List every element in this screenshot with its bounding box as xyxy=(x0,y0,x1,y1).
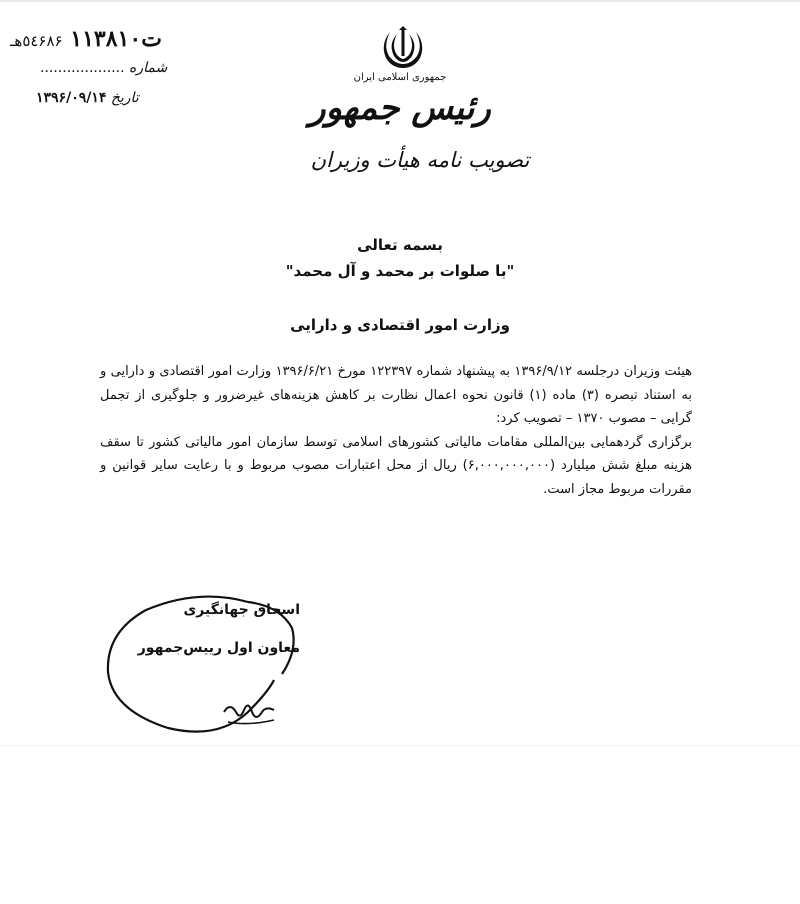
decree-subtitle: تصویب نامه هیأت وزیران xyxy=(310,148,530,172)
reference-number-value: ت١١٣٨١٠ xyxy=(70,26,162,52)
signer-name: اسحاق جهانگیری xyxy=(183,602,300,618)
iran-emblem-icon xyxy=(378,26,428,72)
number-dots: ................... xyxy=(40,60,125,76)
body-paragraph-2: برگزاری گردهمایی بین‌المللی مقامات مالیاتی کشورهای اسلامی توسط سازمان امور مالیاتی کشور تا سقف هزینه مبلغ شش میلیارد (۶,۰۰۰,۰۰۰,۰۰۰) ریال از محل اعتبارات مصوب مربوط و با رعایت سایر قوانین و مقررات مربوط مجاز است. xyxy=(100,434,692,497)
basmala: بسمه تعالی xyxy=(357,236,443,254)
paper-edge xyxy=(0,0,800,2)
decree-body xyxy=(100,360,692,501)
date-field xyxy=(36,90,236,106)
date-value: ۱۳۹۶/۰۹/۱۴ xyxy=(36,90,107,106)
republic-name: جمهوری اسلامی ایران xyxy=(353,72,447,83)
number-label: شماره xyxy=(129,60,168,76)
date-label: تاریخ xyxy=(110,90,139,106)
recipient: وزارت امور اقتصادی و دارایی xyxy=(290,316,510,334)
signer-title: معاون اول رییس‌جمهور xyxy=(137,640,300,656)
office-title: رئیس جمهور xyxy=(309,88,491,128)
blank-lower-area xyxy=(0,740,800,904)
reference-number xyxy=(10,26,210,52)
scan-artifact-line xyxy=(0,745,800,746)
reference-code: ٥٤۶٨۶هـ xyxy=(10,32,63,50)
signature-scribble-icon xyxy=(220,692,280,732)
salawat: "با صلوات بر محمد و آل محمد" xyxy=(285,262,515,280)
body-paragraph-1: هیئت وزیران درجلسه ۱۳۹۶/۹/۱۲ به پیشنهاد شماره ۱۲۲۳۹۷ مورخ ۱۳۹۶/۶/۲۱ وزارت امور اقتصادی و دارایی و به استناد تبصره (۳) ماده (۱) قانون نحوه اعمال نظارت بر کاهش هزینه‌های غیرضرور و جلوگیری از تجمل گرایی – مصوب ۱۳۷۰ – تصویب کرد: xyxy=(100,364,693,426)
number-field xyxy=(40,60,210,76)
